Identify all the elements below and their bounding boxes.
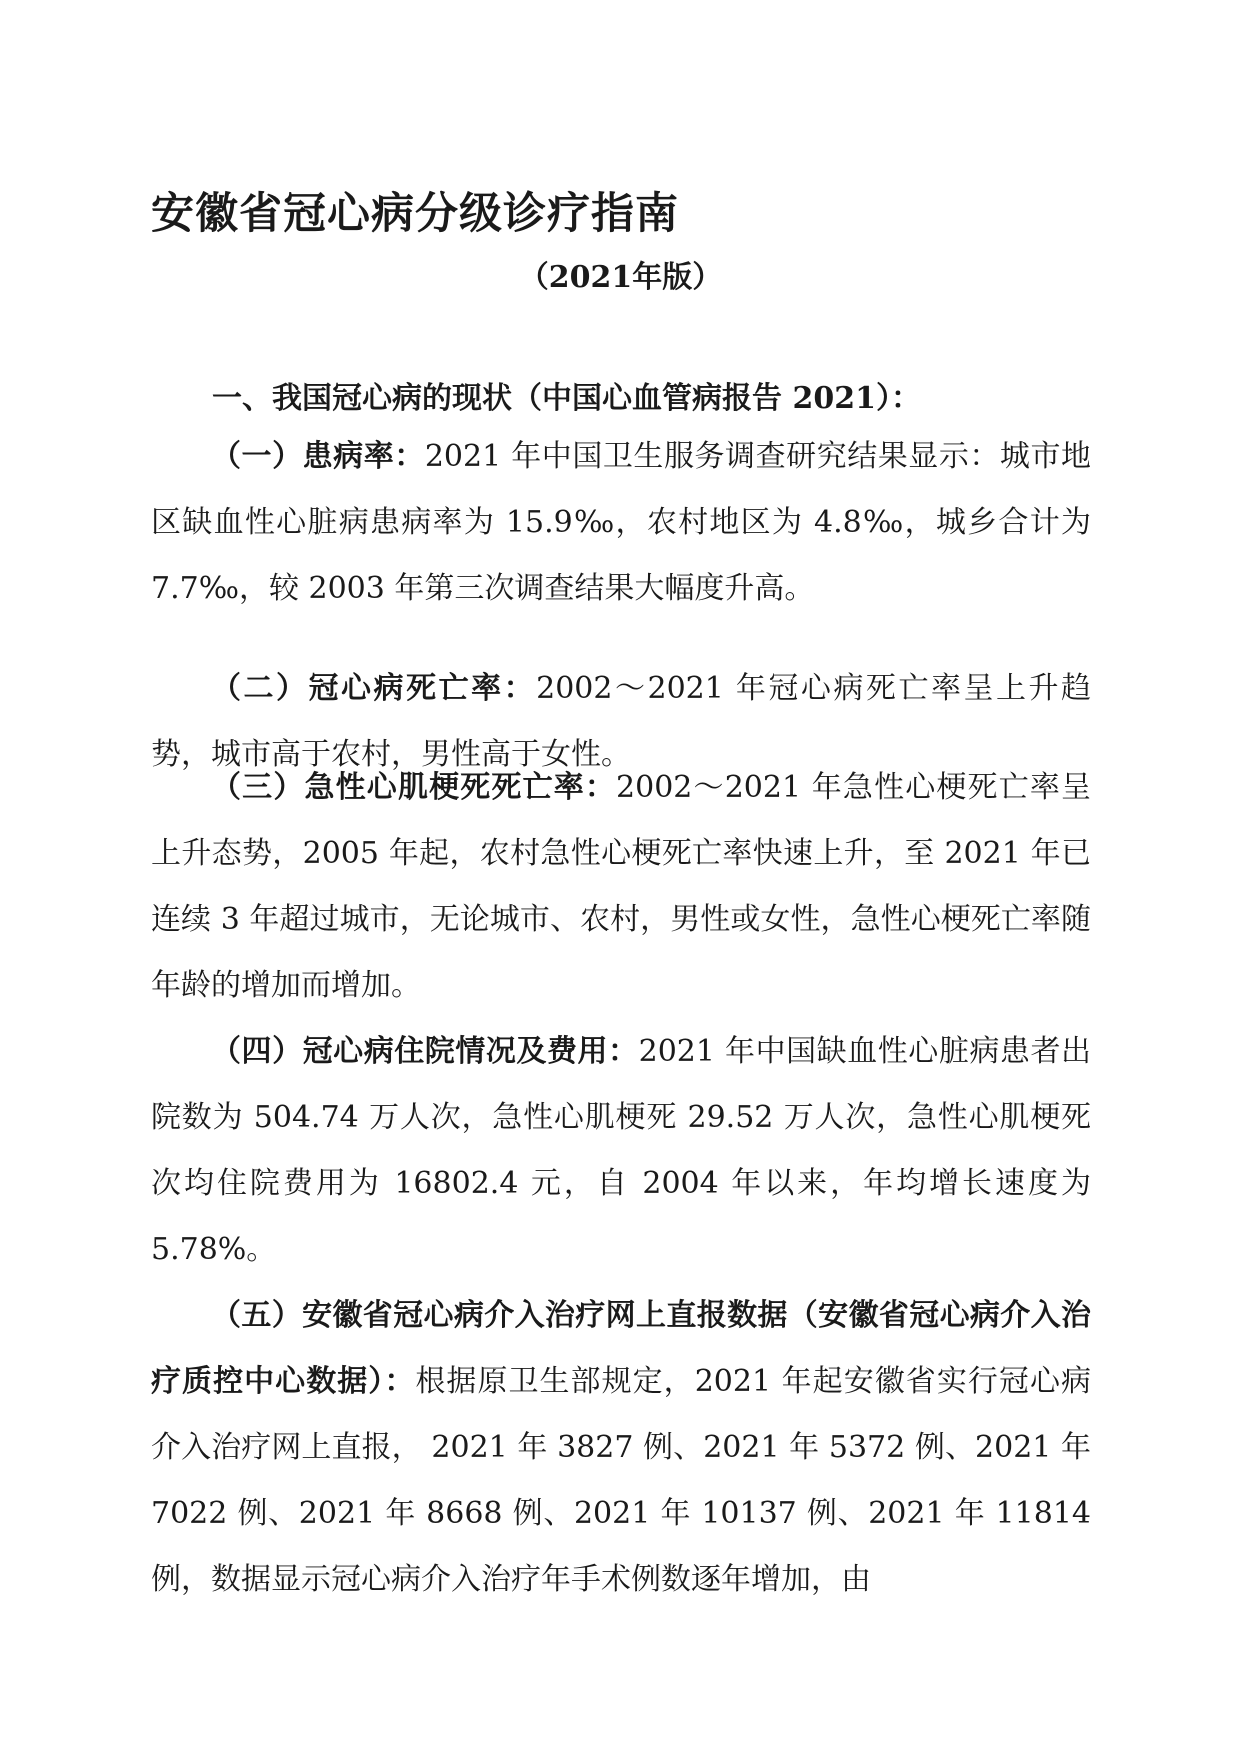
paragraph-lead: （二）冠心病死亡率： [211,671,537,706]
section-heading: 一、我国冠心病的现状（中国心血管病报告 2021）： [212,381,921,416]
paragraph-anhui-pci-data [151,1283,1091,1613]
paragraph-ami-mortality [151,755,1091,1019]
paragraph-lead: （五）安徽省冠心病介入治疗网上直报数据（安徽省冠心病介入治疗质控中心数据）： [151,1298,1091,1399]
paragraph-text: 2021 年中国卫生服务调查研究结果显示：城市地区缺血性心脏病患病率为 15.9‰，农村地区为 4.8‰，城乡合计为 7.7‰，较 2003 年第三次调查结果大幅度升高。 [151,439,1092,606]
document-edition: （2021年版） [518,260,723,295]
paragraph-prevalence [151,424,1091,622]
paragraph-hospitalization [151,1019,1091,1283]
paragraph-lead: （四）冠心病住院情况及费用： [211,1034,639,1069]
paragraph-text: 2002～2021 年冠心病死亡率呈上升趋势，城市高于农村，男性高于女性。 [151,671,1092,772]
paragraph-text: 2021 年中国缺血性心脏病患者出院数为 504.74 万人次，急性心肌梗死 29.52 万人次，急性心肌梗死次均住院费用为 16802.4 元，自 2004 年以来，年均增长速度为 5.78%。 [151,1034,1092,1267]
paragraph-text: 2002～2021 年急性心梗死亡率呈上升态势，2005 年起，农村急性心梗死亡率快速上升，至 2021 年已连续 3 年超过城市，无论城市、农村，男性或女性，急性心梗死亡率随年龄的增加而增加。 [151,770,1092,1003]
paragraph-text: 根据原卫生部规定，2021 年起安徽省实行冠心病介入治疗网上直报， 2021 年 3827 例、2021 年 5372 例、2021 年 7022 例、2021 年 8668 例、2021 年 10137 例、2021 年 11814 例，数据显示冠心病介入治疗年手术例数逐年增加，由 [151,1364,1091,1597]
document-title: 安徽省冠心病分级诊疗指南 [151,189,679,239]
paragraph-lead: （三）急性心肌梗死死亡率： [211,770,617,805]
paragraph-lead: （一）患病率： [211,439,425,474]
